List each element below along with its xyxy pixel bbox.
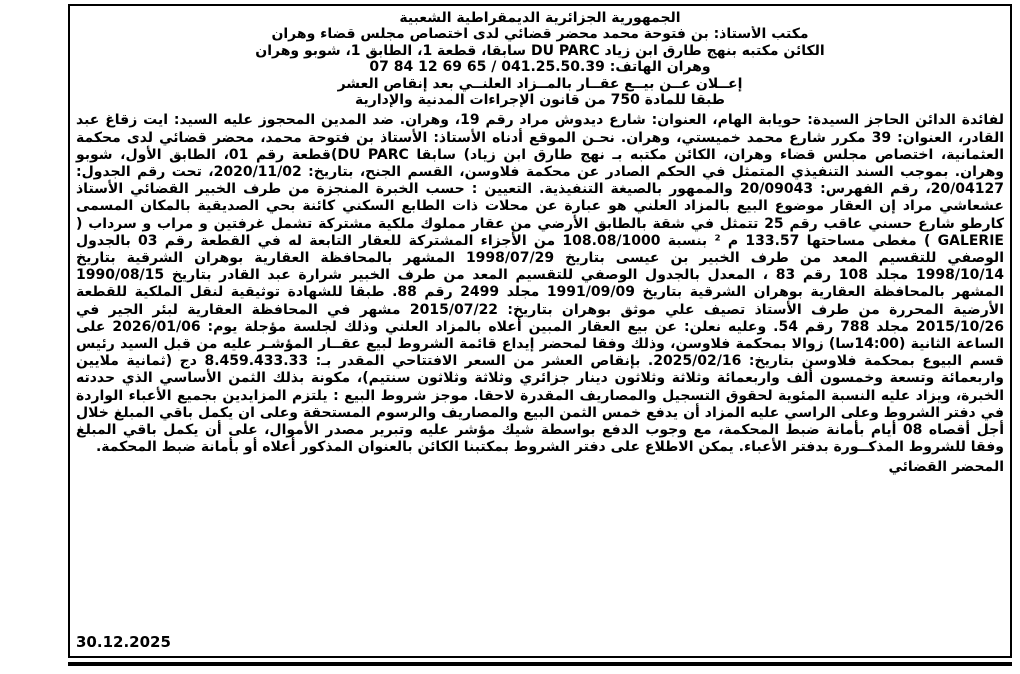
signature-title: المحضر القضائي bbox=[888, 458, 1004, 475]
legal-basis: طبقا للمادة 750 من قانون الإجراءات المدنية والإدارية bbox=[355, 92, 725, 109]
notice-header bbox=[76, 10, 1004, 108]
bottom-divider bbox=[68, 662, 1012, 666]
republic-title: الجمهورية الجزائرية الديمقراطية الشعبية bbox=[399, 10, 681, 26]
office-phone: وهران الهاتف: 041.25.50.39 / 65 69 12 84 07 bbox=[369, 59, 711, 76]
office-line: مكتب الأستاذ: بن فتوحة محمد محضر قضائي لدى اختصاص مجلس قضاء وهران bbox=[271, 26, 809, 43]
notice-title: إعــلان عــن بيــع عقــار بالمــزاد العلنــي بعد إنقاص العشر bbox=[337, 75, 743, 92]
signature-date: 30.12.2025 bbox=[76, 633, 171, 651]
notice-body: لفائدة الدائن الحاجز السيدة: حويابة الهام، العنوان: شارع ديدوش مراد رقم 19، وهران. ضد المدين المحجوز عليه السيد: ايت زقاغ عبد القادر، العنوان: 39 مكرر شارع محمد خميستي، وهران. نحـن الموقع أدناه الأستاذ: الأستاذ بن فتوحة محمد، محضر قضائي لدى محكمة العثمانية، اختصاص مجلس قضاء وهران، الكائن مكتبه بـ نهج طارق ابن زياد) سابقا DU PARC)قطعة رقم 01، الطابق الأول، شوبو وهران. بموجب السند التنفيذي المتمثل في الحكم الصادر عن محكمة فلاوسن، القسم الجنح، بتاريخ: 2020/11/02، تحت رقم الجدول: 20/04127، رقم الفهرس: 20/09043 والممهور بالصيغة التنفيذية. التعيين : حسب الخبرة المنجزة من طرف الخبير القضائي الأستاذ عشعاشي مراد إن العقار موضوع البيع بالمزاد العلني هو عبارة عن محلات ذات الطابع السكني كائنة بحي الصديقية بالمكان المسمى كارطو شارع حسني عاقب رقم 25 تتمثل في شقة بالطابق الأرضي من عقار مملوك ملكية مشتركة تشمل غرفتين و مراب و سرداب ( GALERIE ) مغطى مساحتها 133.57 م ² بنسبة 108.08/1000 من الأجزاء المشتركة للعقار التابعة له في القطعة رقم 03 بالجدول الوصفي للتقسيم المعد من طرف الخبير بن عيسى بتاريخ 1998/07/29 المشهر بالمحافظة العقارية بوهران الشرقية بتاريخ 1998/10/14 مجلد 108 رقم 83 ، المعدل بالجدول الوصفي للتقسيم المعد من طرف الخبير شرارة عبد القادر بتاريخ 1990/08/15 المشهر بالمحافظة العقارية بوهران الشرقية بتاريخ 1991/09/09 مجلد 2499 رقم 88. طبقا للشهادة توثيقية لنقل الملكية للقطعة الأرضية المحررة من طرف الأستاذ تصيف علي موثق بوهران بتاريخ: 2015/07/22 مشهر في المحافظة العقارية لبئر الجير في 2015/10/26 مجلد 788 رقم 54. وعليه نعلن: عن بيع العقار المبين أعلاه بالمزاد العلني وذلك لجلسة مؤجلة يوم: 2026/01/06 على الساعة الثانية (14:00سا) زوالا بمحكمة فلاوسن، وذلك وفقا لمحضر إيداع قائمة الشروط لبيع عقــار المؤشـر عليه من قبل السيد رئيس قسم البيوع بمحكمة فلاوسن بتاريخ: 2025/02/16. بإنقاص العشر من السعر الافتتاحي المقدر بـ: 8.459.433.33 دج (ثمانية ملايين واربعمائة وتسعة وخمسون ألف واربعمائة وثلاثة وثلاثون دينار جزائري وثلاثة وثلاثون سنتيم)، مكونة بذلك الثمن الأساسي الذي حددته الخبرة، ويزاد عليه النسبة المئوية لحقوق التسجيل والمصاريف المقدرة لاحقا. موجز شروط البيع : يلتزم المزايدين بجميع الأعباء الواردة في دفتر الشروط وعلى الراسي عليه المزاد أن يدفع خمس الثمن البيع والمصاريف والرسوم المستحقة وعلى ان يكمل باقي المبلغ خلال أجل أقصاه 08 أيام بأمانة ضبط المحكمة، مع وجوب الدفع بواسطة شيك مؤشر عليه وتبرير مصدر الأموال، على أن يكمل باقي المبلغ وفقا للشروط المذكــورة بدفتر الأعباء. يمكن الاطلاع على دفتر الشروط بمكتبنا الكائن بالعنوان المذكور أعلاه أو بأمانة ضبط المحكمة. bbox=[76, 112, 1005, 456]
office-address: الكائن مكتبه بنهج طارق ابن زياد DU PARC سابقا، قطعة 1، الطابق 1، شوبو وهران bbox=[255, 42, 825, 59]
auction-notice bbox=[68, 4, 1012, 658]
